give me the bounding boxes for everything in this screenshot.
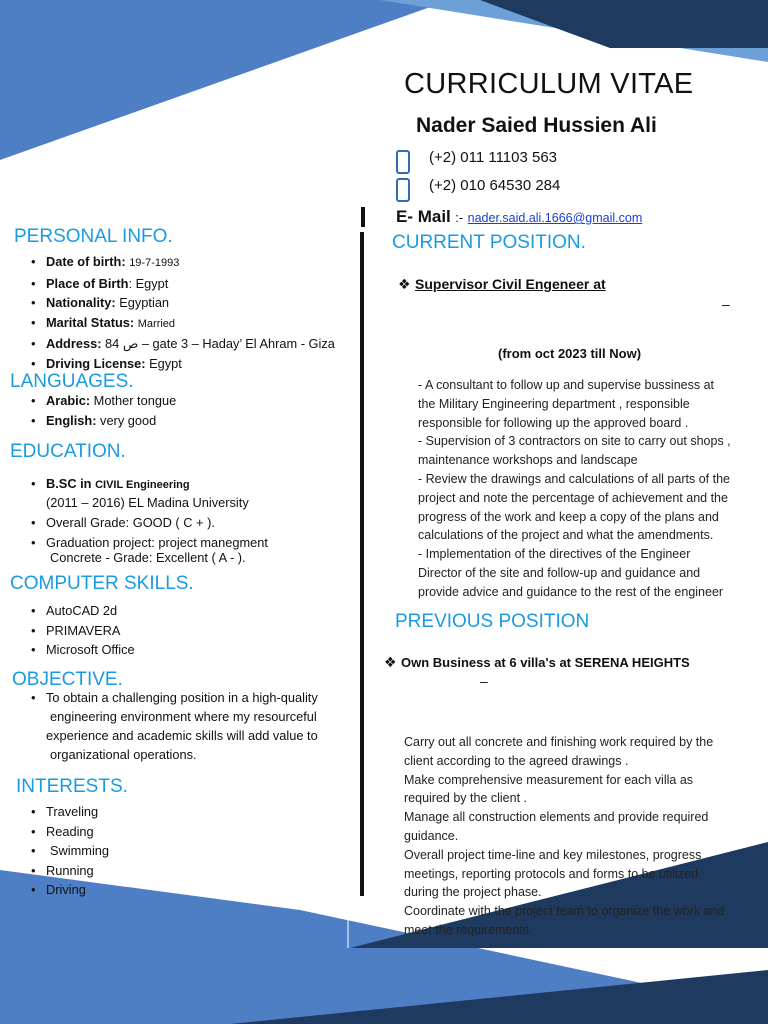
list-item: • Marital Status: Married — [10, 313, 335, 335]
description-line: Overall project time-line and key milestones, progress — [404, 847, 702, 862]
description-line: required by the client . — [404, 791, 527, 806]
list-item: • To obtain a challenging position in a high-quality — [10, 688, 318, 708]
objective-line: engineering environment where my resourceful — [50, 709, 317, 724]
description-line: Manage all construction elements and provide required — [404, 810, 709, 825]
list-item: • B.SC in CIVIL Engineering — [10, 474, 190, 496]
personal-info-heading: PERSONAL INFO. — [14, 226, 173, 247]
computer-skills-list — [10, 601, 135, 660]
description-line: - A consultant to follow up and supervise bussiness at — [418, 378, 715, 392]
description-line: during the project phase. — [404, 885, 542, 900]
objective-list — [10, 688, 318, 708]
previous-description — [404, 733, 724, 940]
previous-role-dash: – — [480, 673, 488, 689]
description-line: Director of the site and follow-up and guidance and — [418, 565, 701, 580]
description-line: Coordinate with the project team to organize the work and — [404, 904, 725, 919]
phone-icon — [396, 178, 410, 202]
list-item: • Reading — [10, 822, 109, 842]
diamond-bullet-icon: ❖ — [398, 276, 411, 292]
description-line: meet the requirements. — [404, 922, 533, 937]
phone-icon — [396, 150, 410, 174]
list-item: • Arabic: Mother tongue — [10, 391, 176, 411]
current-description — [418, 376, 731, 602]
list-item: • Traveling — [10, 802, 109, 822]
divider-top — [361, 207, 365, 227]
description-line: meetings, reporting protocols and forms to be utilized — [404, 866, 698, 881]
education-heading: EDUCATION. — [10, 441, 126, 462]
email-label: E- Mail — [396, 207, 451, 226]
page-title: CURRICULUM VITAE — [404, 68, 694, 100]
top-right-dark-shape — [480, 0, 768, 48]
description-line: Make comprehensive measurement for each villa as — [404, 772, 694, 787]
list-item: • Graduation project: project manegment — [10, 533, 268, 553]
languages-list — [10, 391, 176, 430]
objective-line: organizational operations. — [50, 747, 197, 762]
previous-position-heading: PREVIOUS POSITION — [395, 611, 590, 632]
person-name: Nader Saied Hussien Ali — [416, 114, 657, 137]
education-years: (2011 – 2016) EL Madina University — [46, 495, 249, 510]
current-position-heading: CURRENT POSITION. — [392, 232, 586, 253]
email-line — [396, 207, 642, 227]
previous-role-line — [384, 654, 690, 672]
list-item: • English: very good — [10, 411, 176, 431]
phone-number-2: (+2) 010 64530 284 — [429, 177, 561, 194]
description-line: client according to the agreed drawings . — [404, 753, 629, 768]
description-line: responsible for following up the approved board . — [418, 415, 689, 430]
education-list — [10, 474, 190, 496]
list-item: • Running — [10, 861, 109, 881]
description-line: progress of the work and keep a copy of the plans and — [418, 509, 719, 524]
current-role-line — [398, 276, 606, 294]
personal-info-list — [10, 252, 335, 373]
list-item: • Overall Grade: GOOD ( C + ). — [10, 513, 268, 533]
computer-skills-heading: COMPUTER SKILLS. — [10, 573, 194, 594]
list-item: • Date of birth: 19-7-1993 — [10, 252, 335, 274]
description-line: - Supervision of 3 contractors on site to carry out shops , — [418, 434, 731, 449]
list-item: • Nationality: Egyptian — [10, 293, 335, 313]
column-divider — [360, 232, 364, 896]
description-line: calculations of the project and what the amendments. — [418, 528, 714, 543]
description-line: provide advice and guidance to the rest of the engineer — [418, 584, 724, 599]
phone-number-1: (+2) 011 11103 563 — [429, 149, 558, 166]
objective-heading: OBJECTIVE. — [12, 669, 123, 690]
list-item: • Microsoft Office — [10, 640, 135, 660]
list-item: • PRIMAVERA — [10, 621, 135, 641]
email-separator: :- — [455, 210, 464, 225]
description-line: - Review the drawings and calculations of all parts of the — [418, 471, 730, 486]
description-line: the Military Engineering department , responsible — [418, 396, 690, 411]
current-role-dash: – — [722, 296, 730, 312]
list-item: • Swimming — [10, 841, 109, 861]
list-item: • AutoCAD 2d — [10, 601, 135, 621]
top-left-shape — [0, 0, 450, 160]
languages-heading: LANGUAGES. — [10, 371, 134, 392]
interests-list — [10, 802, 109, 900]
interests-heading: INTERESTS. — [16, 776, 128, 797]
description-line: project and note the percentage of achievement and the — [418, 490, 728, 505]
diamond-bullet-icon: ❖ — [384, 654, 397, 670]
description-line: guidance. — [404, 828, 459, 843]
current-period: (from oct 2023 till Now) — [498, 346, 642, 361]
description-line: maintenance workshops and landscape — [418, 453, 638, 468]
list-item: • Driving — [10, 880, 109, 900]
list-item: • Driving License: Egypt — [10, 354, 335, 374]
education-project-cont: Concrete - Grade: Excellent ( A - ). — [50, 550, 246, 565]
description-line: - Implementation of the directives of the Engineer — [418, 547, 691, 562]
objective-line: experience and academic skills will add value to — [46, 728, 318, 743]
email-link[interactable]: nader.said.ali.1666@gmail.com — [467, 211, 643, 225]
list-item: • Place of Birth: Egypt — [10, 274, 335, 294]
previous-role: Own Business at 6 villa's at SERENA HEIGHTS — [401, 655, 690, 670]
education-details — [10, 513, 268, 552]
current-role: Supervisor Civil Engeneer at — [415, 276, 606, 292]
description-line: Carry out all concrete and finishing work required by the — [404, 735, 714, 749]
list-item: • Address: 84 ص – gate 3 – Haday’ El Ahram - Giza — [10, 334, 335, 354]
